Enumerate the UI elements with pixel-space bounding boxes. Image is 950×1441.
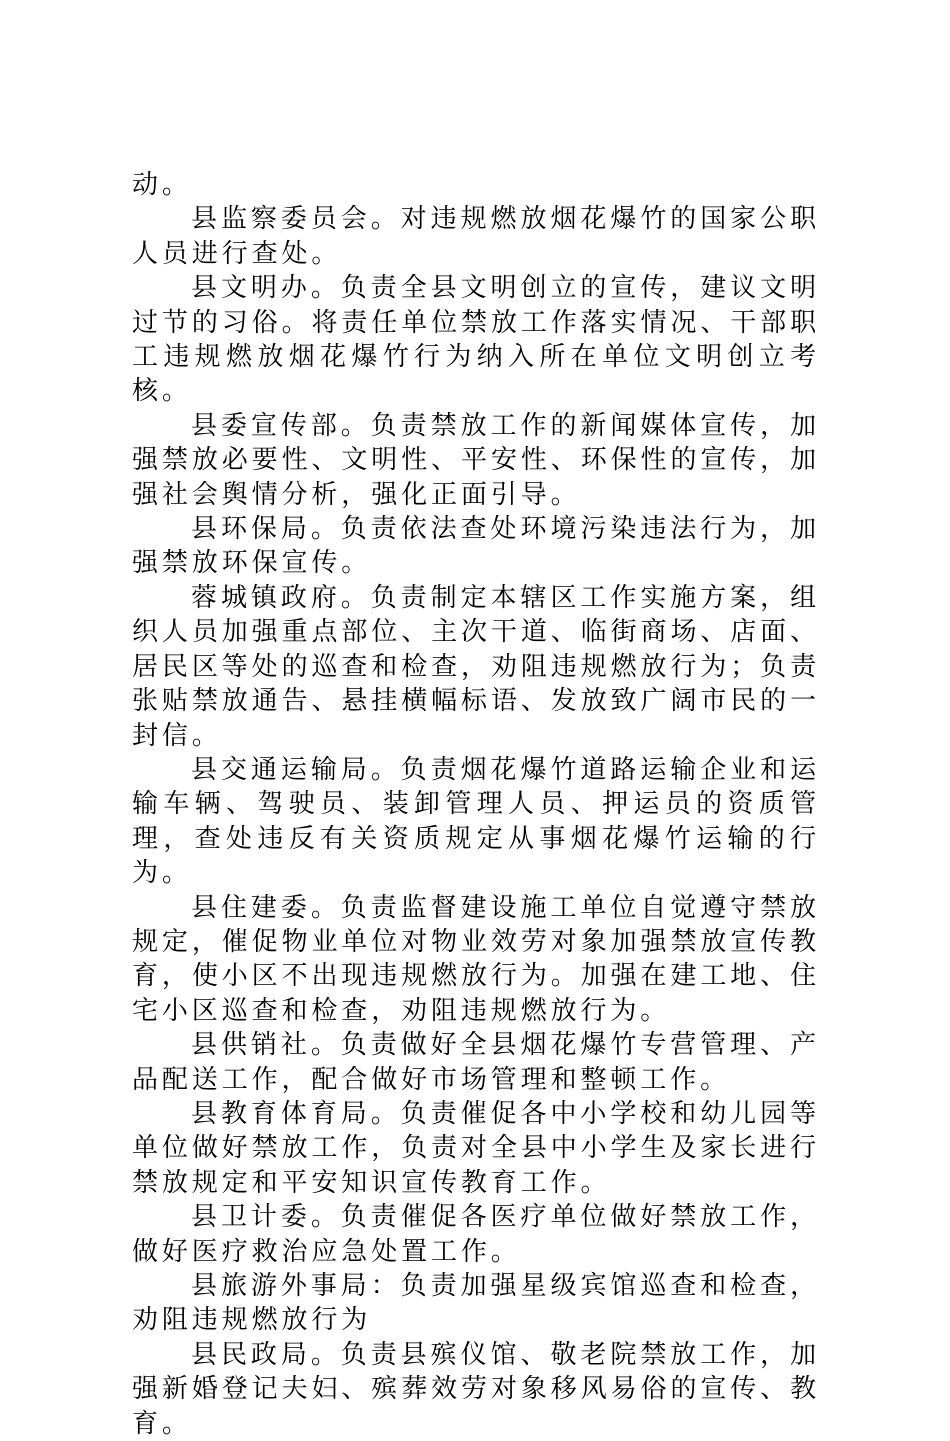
paragraph-civilization-office: 县文明办。负责全县文明创立的宣传，建议文明过节的习俗。将责任单位禁放工作落实情况、干部职工违规燃放烟花爆竹行为纳入所在单位文明创立考核。 xyxy=(132,273,820,407)
paragraph-environmental-bureau: 县环保局。负责依法查处环境污染违法行为，加强禁放环保宣传。 xyxy=(132,514,820,579)
paragraph-continuation: 动。 xyxy=(132,170,192,200)
paragraph-health-committee: 县卫计委。负责催促各医疗单位做好禁放工作，做好医疗救治应急处置工作。 xyxy=(132,1202,820,1267)
paragraph-tourism-bureau: 县旅游外事局：负责加强星级宾馆巡查和检查，劝阻违规燃放行为 xyxy=(132,1271,820,1336)
document-body xyxy=(132,168,820,1441)
paragraph-supply-cooperative: 县供销社。负责做好全县烟花爆竹专营管理、产品配送工作，配合做好市场管理和整顿工作。 xyxy=(132,1030,820,1095)
paragraph-housing-committee: 县住建委。负责监督建设施工单位自觉遵守禁放规定，催促物业单位对物业效劳对象加强禁放宣传教育，使小区不出现违规燃放行为。加强在建工地、住宅小区巡查和检查，劝阻违规燃放行为。 xyxy=(132,892,820,1026)
paragraph-town-government: 蓉城镇政府。负责制定本辖区工作实施方案，组织人员加强重点部位、主次干道、临街商场、店面、居民区等处的巡查和检查，劝阻违规燃放行为；负责张贴禁放通告、悬挂横幅标语、发放致广阔市民的一封信。 xyxy=(132,582,820,751)
paragraph-propaganda-department: 县委宣传部。负责禁放工作的新闻媒体宣传，加强禁放必要性、文明性、平安性、环保性的宣传，加强社会舆情分析，强化正面引导。 xyxy=(132,410,820,510)
paragraph-transport-bureau: 县交通运输局。负责烟花爆竹道路运输企业和运输车辆、驾驶员、装卸管理人员、押运员的资质管理，查处违反有关资质规定从事烟花爆竹运输的行为。 xyxy=(132,754,820,889)
paragraph-civil-affairs-bureau: 县民政局。负责县殡仪馆、敬老院禁放工作，加强新婚登记夫妇、殡葬效劳对象移风易俗的宣传、教育。 xyxy=(132,1339,820,1439)
paragraph-education-bureau: 县教育体育局。负责催促各中小学校和幼儿园等单位做好禁放工作，负责对全县中小学生及家长进行禁放规定和平安知识宣传教育工作。 xyxy=(132,1098,820,1198)
paragraph-supervision-committee: 县监察委员会。对违规燃放烟花爆竹的国家公职人员进行查处。 xyxy=(132,204,820,269)
